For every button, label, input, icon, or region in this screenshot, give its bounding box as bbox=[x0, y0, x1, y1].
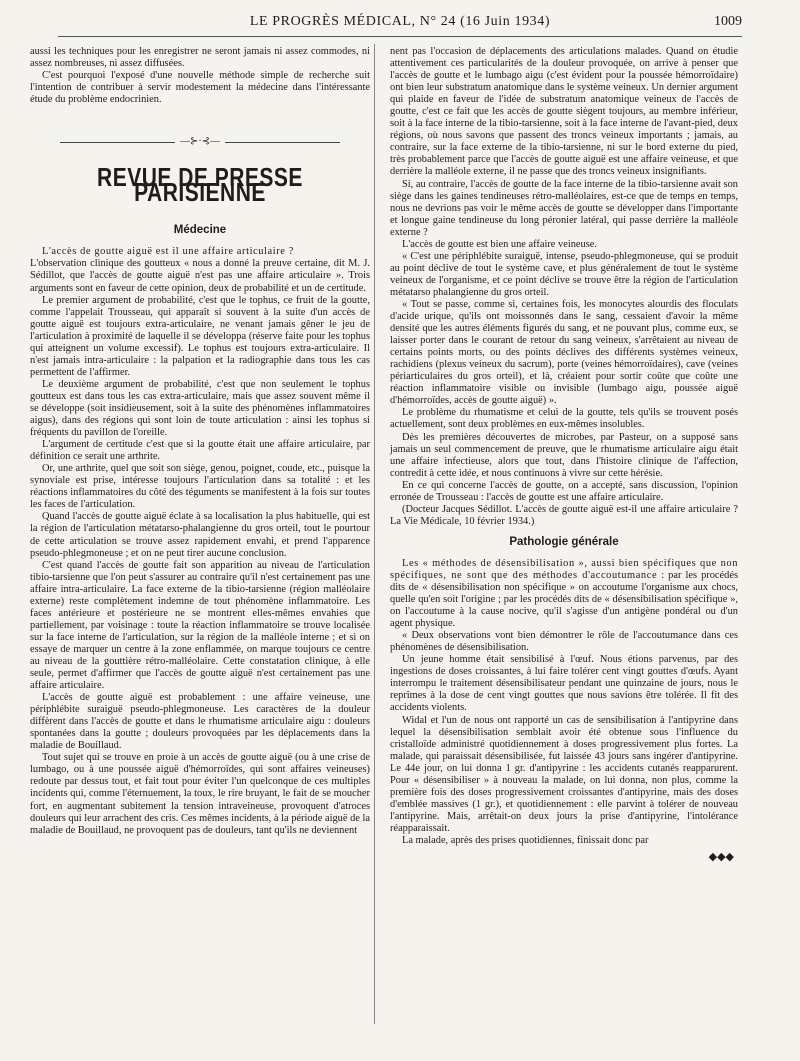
article-lead-paragraph bbox=[390, 558, 738, 630]
section-divider bbox=[30, 136, 370, 148]
body-paragraph: La malade, après des prises quotidiennes, finissait donc par bbox=[402, 835, 649, 846]
header-rule bbox=[58, 36, 742, 37]
body-paragraph: « C'est une périphlébite suraiguë, intense, pseudo-phlegmoneuse, qui se produit au point déclive de tout le système cave, et plus généralement de tout le système veineux de l'organisme, et ce point déclive se trouve être la région de l'articulation métatarso phalangienne du gros orteil. bbox=[390, 250, 738, 298]
body-paragraph: Or, une arthrite, quel que soit son siège, genou, poignet, coude, etc., puisque la synoviale est prise, intéresse toujours l'articulation dans sa totalité : et les réactions inflammatoires du côté des téguments se manifestent à la fois sur toutes les faces de l'articulation. bbox=[30, 463, 370, 511]
article-lead-rest: : par les procédés dits de « désensibilisation non spécifique » on accoutume l'organisme aux chocs, quelle qu'en soit l'origine ; par les procédés dits de « désensibilisation spécifique », on l'accoutume à la cause nocive, qu'il s'agisse d'un antigène pondéral ou d'un agent physique. bbox=[390, 569, 738, 630]
body-paragraph: C'est quand l'accès de goutte fait son apparition au niveau de l'articulation tibio-tarsienne que l'on peut s'assurer au contraire qu'il n'est certainement pas une affaire intra-articulaire. La face externe de la tibio-tarsienne (région malléolaire externe) reste complètement indemne de tout phénomène inflammatoire. Les faces antérieure et postérieure ne se montrent elles-mêmes envahies que partiellement, par voisinage : toute la réaction inflammatoire se trouve localisée sur la face interne de l'articulation, sur la région de la malléole interne ; et si on essaye de marquer un centre à la zone enflammée, on marque toujours ce centre au niveau de la gouttière rétro-malléolaire. Cette constatation clinique, à elle seule, permet d'affirmer que l'accès de goutte aiguë n'est certainement pas une affaire articulaire. bbox=[30, 559, 370, 692]
journal-title: LE PROGRÈS MÉDICAL, N° 24 (16 Juin 1934) bbox=[249, 14, 551, 29]
divider-ornament: —⊱·⊰— bbox=[175, 136, 225, 148]
citation: (Docteur Jacques Sédillot. L'accès de goutte aiguë est-il une affaire articulaire ? La Vie Médicale, 10 février 1934.) bbox=[390, 503, 738, 527]
section-heading-pathologie: Pathologie générale bbox=[509, 535, 619, 548]
article-lead: Les « méthodes de désensibilisation », aussi bien spécifiques que non spécifiques, ne sont que des méthodes d'accoutumance bbox=[390, 557, 738, 581]
body-paragraph: Tout sujet qui se trouve en proie à un accès de goutte aiguë (ou à une crise de lumbago, ou à une poussée aiguë d'hémorroïdes, qui sont affaires veineuses) redoute par dessus tout, et fait tout pour éviter l'un quelconque de ces multiples incidents qui, comme l'éternuement, la toux, le rire bruyant, le fait de se moucher fort, en augmentant subitement la tension intraveineuse, provoquent d'atroces douleurs qui leur arrachent des cris. Ces mêmes incidents, à la période aiguë de la maladie de Bouillaud, ne provoquent pas de douleurs, tant qu'ils ne deviennent bbox=[30, 752, 370, 836]
body-paragraph: nent pas l'occasion de déplacements des articulations malades. Quand on étudie attentivement ces particularités de la douleur provoquée, on arrive à penser que l'accès de goutte et le lumbago aigu (c'est évident pour la poussée hémorroïdaire) ont bien leur substratum anatomique dans le système veineux. Un dernier argument qui plaide en faveur de l'idée de substratum anatomique veineux de l'accès de goutte, c'est ce fait que les accès de goutte siègent toujours, au membre inférieur, soit à la face interne de la tibio-tarsienne, soit à la face interne de l'avant-pied, deux régions, où nous savons que passent des troncs veineux importants ; jamais, au contraire, sur la face externe de la tibio-tarsienne, ni sur le bord externe du pied, très probablement parce que l'accès de goutte aiguë est une affaire veineuse, et que derrière la malléole externe, il ne passe que des troncs veineux insignifiants. bbox=[390, 46, 738, 178]
column-rule bbox=[374, 44, 375, 1024]
body-paragraph: L'accès de goutte aiguë est probablement : une affaire veineuse, une périphlébite suraiguë pseudo-phlegmoneuse. Les caractères de la douleur diffèrent dans l'accès de goutte et dans le rhumatisme articulaire aigu : douleurs spontanées dans la goutte ; douleurs provoquées par les déplacements dans la maladie de Bouillaud. bbox=[30, 692, 370, 752]
body-paragraph: L'argument de certitude c'est que si la goutte était une affaire articulaire, par définition ce serait une arthrite. bbox=[30, 439, 370, 463]
running-header bbox=[58, 14, 742, 36]
article-lead: L'accès de goutte aiguë est il une affaire articulaire ? bbox=[42, 246, 294, 258]
body-paragraph: « Tout se passe, comme si, certaines fois, les monocytes alourdis des floculats d'acide urique, qu'ils ont moissonnés dans le sang, cessaient d'avoir la même densité que les autres éléments figurés du sang, et ne pouvant plus, comme eux, se laisser porter dans le courant de retour du sang veineux, s'arrêtaient au niveau de certains points morts, ou des points déclives des différents systèmes veineux, rachidiens (plexus veineux du sacrum), porte (veines hémorroïdaires), cave (veines périarticulaires du gros orteil), et là, créaient pour sortir coûte que coûte une réaction inflammatoire visible ou invisible (lumbago aigu, poussée aiguë d'hémorroïdes, accès de goutte aiguë) ». bbox=[390, 298, 738, 407]
body-paragraph: Si, au contraire, l'accès de goutte de la face interne de la tibio-tarsienne avait son siège dans les gaines tendineuses rétro-malléolaires, est-ce que de temps en temps, nous ne devrions pas voir le même accès de goutte se développer dans l'importante et longue gaine tendineuse du long péronier latéral, qui passe derrière la malléole externe ? bbox=[390, 178, 738, 238]
body-paragraph: L'observation clinique des goutteux « nous a donné la preuve certaine, dit M. J. Sédillot, que l'accès de goutte aiguë n'est pas une affaire articulaire ». Trois arguments sont en faveur de cette opinion, deux de probabilité et un de certitude. bbox=[30, 258, 370, 294]
page-number: 1009 bbox=[714, 14, 742, 29]
body-paragraph: Un jeune homme était sensibilisé à l'œuf. Nous étions parvenus, par des ingestions de doses croissantes, à lui faire tolérer cent vingt gouttes d'œufs. Ayant interrompu le traitement désensibilisateur pendant une quinzaine de jours, nous le reprîmes à la dose de cent vingt gouttes que nous savions être tolérée. Il fit des accidents violents. bbox=[390, 654, 738, 714]
body-paragraph: Le problème du rhumatisme et celui de la goutte, tels qu'ils se trouvent posés actuellement, sont deux problèmes en eux-mêmes insolubles. bbox=[390, 407, 738, 431]
body-paragraph: Widal et l'un de nous ont rapporté un cas de sensibilisation à l'antipyrine dans lequel la désensibilisation semblait avoir été obtenue sous l'influence du cristalloïde administré quotidiennement à doses progressivement plus fortes. La malade, qui paraissait désensibilisée, fut laissée 43 jours sans ingérer d'antipyrine. Le 44e jour, on lui donna 1 gr. d'antipyrine : les accidents cutanés reapparurent. Pour « désensibiliser » à nouveau la malade, on lui donna, non plus, comme la première fois des doses progressivement croissantes d'antipyrine, mais des doses d'emblée massives (1 gr.), et quotidiennement : elle parvint à tolérer de nouveau l'antipyrine. Mais, arrêtait-on deux jours la prise d'antipyrine, l'intolérance réapparaissait. bbox=[390, 714, 738, 834]
left-column bbox=[30, 46, 370, 837]
body-paragraph: L'accès de goutte est bien une affaire veineuse. bbox=[402, 238, 597, 250]
body-paragraph: « Deux observations vont bien démontrer le rôle de l'accoutumance dans ces phénomènes de désensibilisation. bbox=[390, 630, 738, 654]
body-paragraph: Quand l'accès de goutte aiguë éclate à sa localisation la plus habituelle, qui est la région de l'articulation métatarso-phalangienne du gros orteil, tout le pourtour de cette articulation se trouve assez rapidement envahi, et prend l'apparence pseudo-phlegmoneuse ; et on ne peut tirer aucune conclusion. bbox=[30, 511, 370, 559]
intro-paragraph: aussi les techniques pour les enregistrer ne seront jamais ni assez commodes, ni assez nombreuses, ni assez diffusées. bbox=[30, 46, 370, 70]
body-paragraph: Dès les premières découvertes de microbes, par Pasteur, on a supposé sans jamais un seul commencement de preuve, que le rhumatisme articulaire aigu était une affaire infectieuse, alors que tout, dans l'histoire clinique de l'affection, contredit à cette idée, et nous continuons à vivre sur cette hérésie. bbox=[390, 431, 738, 479]
section-heading-medecine: Médecine bbox=[173, 224, 227, 237]
end-ornament: ◆◆◆ bbox=[708, 851, 734, 864]
body-paragraph: En ce qui concerne l'accès de goutte, on a accepté, sans discussion, l'opinion erronée de Trousseau : l'accès de goutte est une affaire articulaire. bbox=[390, 479, 738, 503]
body-paragraph: Le deuxième argument de probabilité, c'est que non seulement le tophus goutteux est dans tous les cas extra-articulaire, mais que assez souvent même il se développe (soit insidieusement, soit à la suite des phénomènes inflammatoires aigus), dans des régions qui sont loin de toute articulation : ainsi les tophus si fréquents du pavillon de l'oreille. bbox=[30, 378, 370, 439]
body-paragraph: Le premier argument de probabilité, c'est que le tophus, ce fruit de la goutte, comme l'appelait Trousseau, qui apparaît si souvent à la suite d'un accès de goutte aiguë est toujours extra-articulaire, ne venant jamais gêner le jeu de l'articulation à proximité de laquelle il se développa (réserve faite pour les tophus qui atteignent un volume excessif). Le tophus est toujours extra-articulaire. Il n'est jamais intra-articulaire : la palpation et la radiographie dans tous les cas permettent de l'affirmer. bbox=[30, 294, 370, 378]
intro-paragraph: C'est pourquoi l'exposé d'une nouvelle méthode simple de recherche suit l'intention de contribuer à servir modestement la médecine dans l'intéressante étude du problème endocrinien. bbox=[30, 70, 370, 106]
right-column bbox=[390, 46, 738, 863]
revue-title: REVUE DE PRESSE PARISIENNE bbox=[97, 163, 303, 208]
